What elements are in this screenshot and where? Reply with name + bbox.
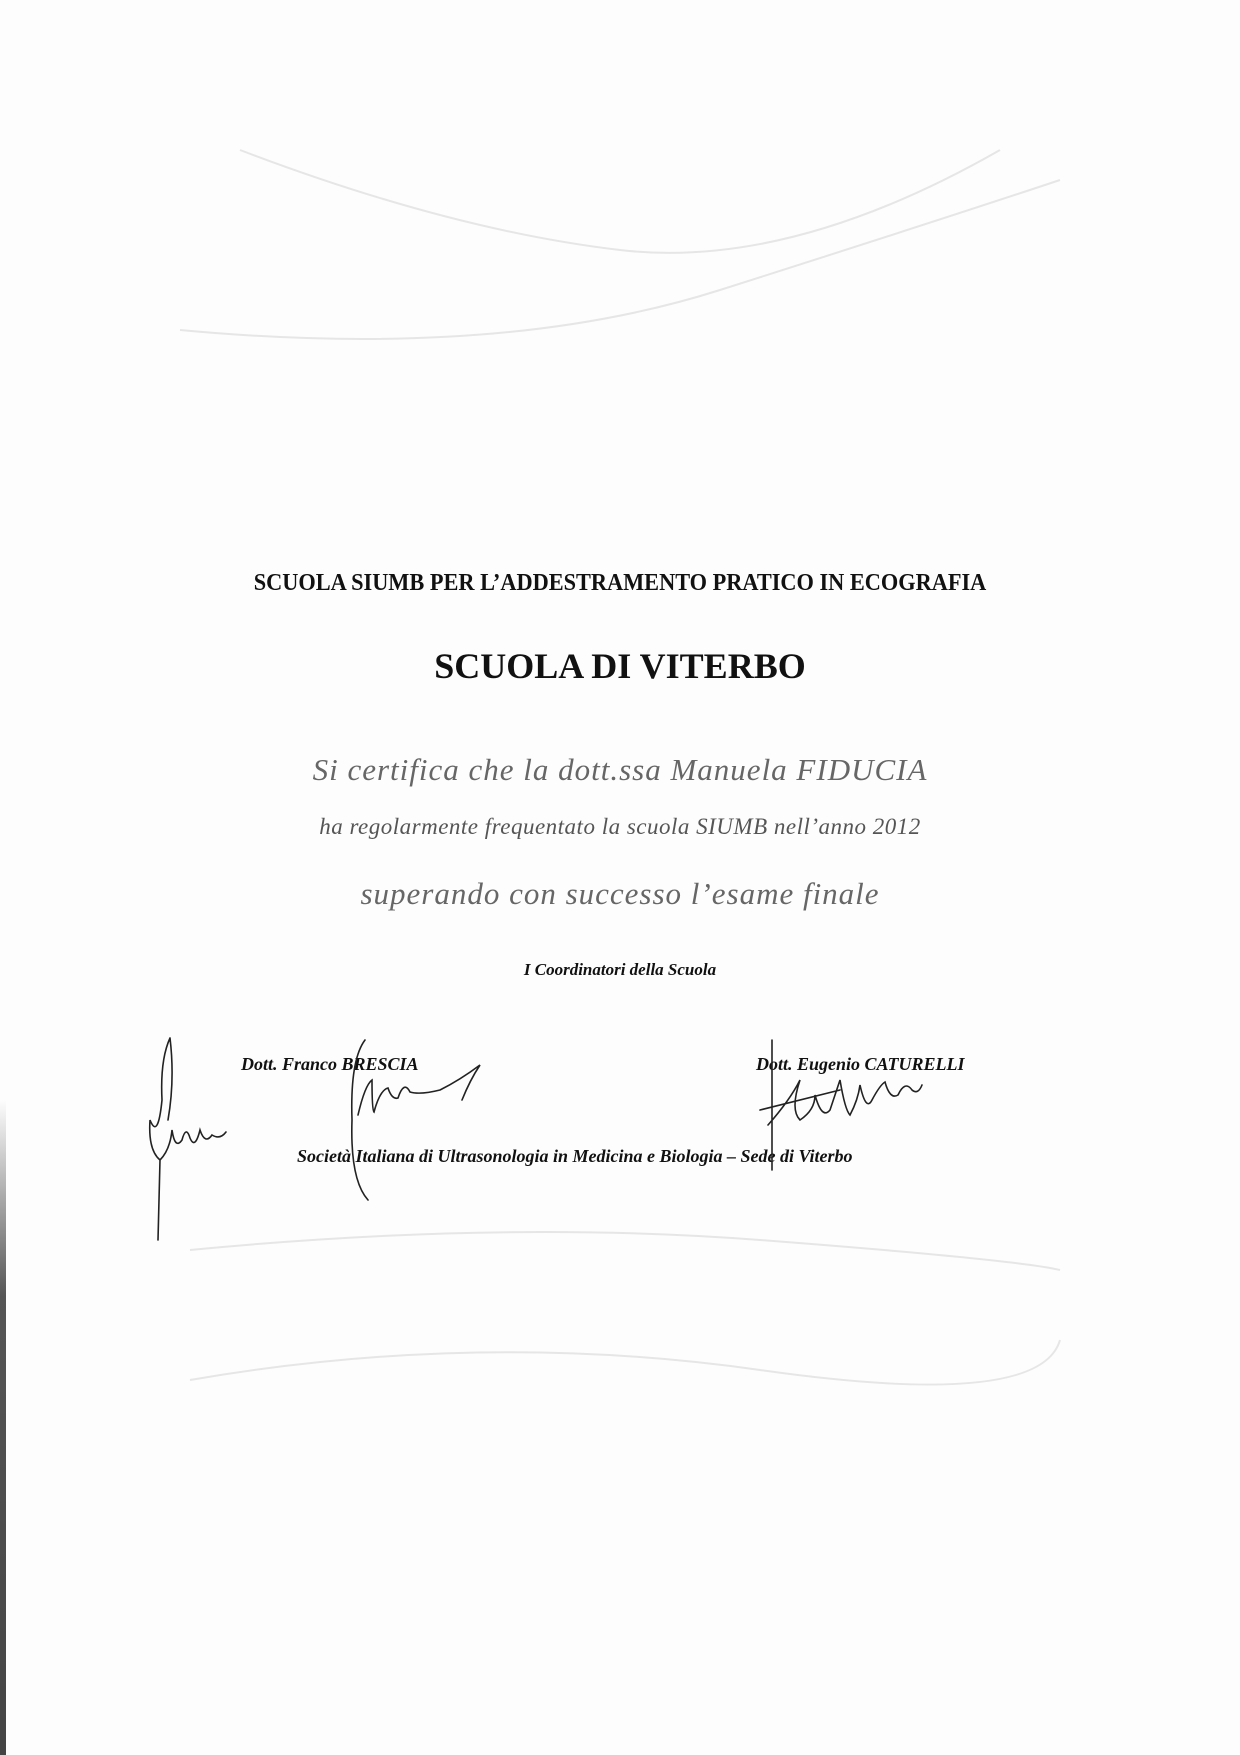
signature-brescia-2 bbox=[352, 1040, 480, 1200]
signature-caturelli bbox=[760, 1040, 922, 1170]
signatory-caturelli: Dott. Eugenio CATURELLI bbox=[756, 1054, 965, 1074]
school-header: SCUOLA SIUMB PER L’ADDESTRAMENTO PRATICO IN ECOGRAFIA bbox=[253, 570, 987, 596]
exam-statement: superando con successo l’esame finale bbox=[360, 876, 880, 911]
attendance-statement: ha regolarmente frequentato la scuola SIUMB nell’anno 2012 bbox=[319, 814, 921, 839]
coordinators-label: I Coordinatori della Scuola bbox=[523, 960, 717, 979]
certification-statement: Si certifica che la dott.ssa Manuela FIDUCIA bbox=[312, 752, 928, 787]
certificate-title: SCUOLA DI VITERBO bbox=[434, 646, 806, 686]
signature-brescia-1 bbox=[150, 1038, 226, 1240]
signatory-brescia: Dott. Franco BRESCIA bbox=[241, 1054, 419, 1074]
society-footer: Società Italiana di Ultrasonologia in Medicina e Biologia – Sede di Viterbo bbox=[297, 1146, 853, 1166]
